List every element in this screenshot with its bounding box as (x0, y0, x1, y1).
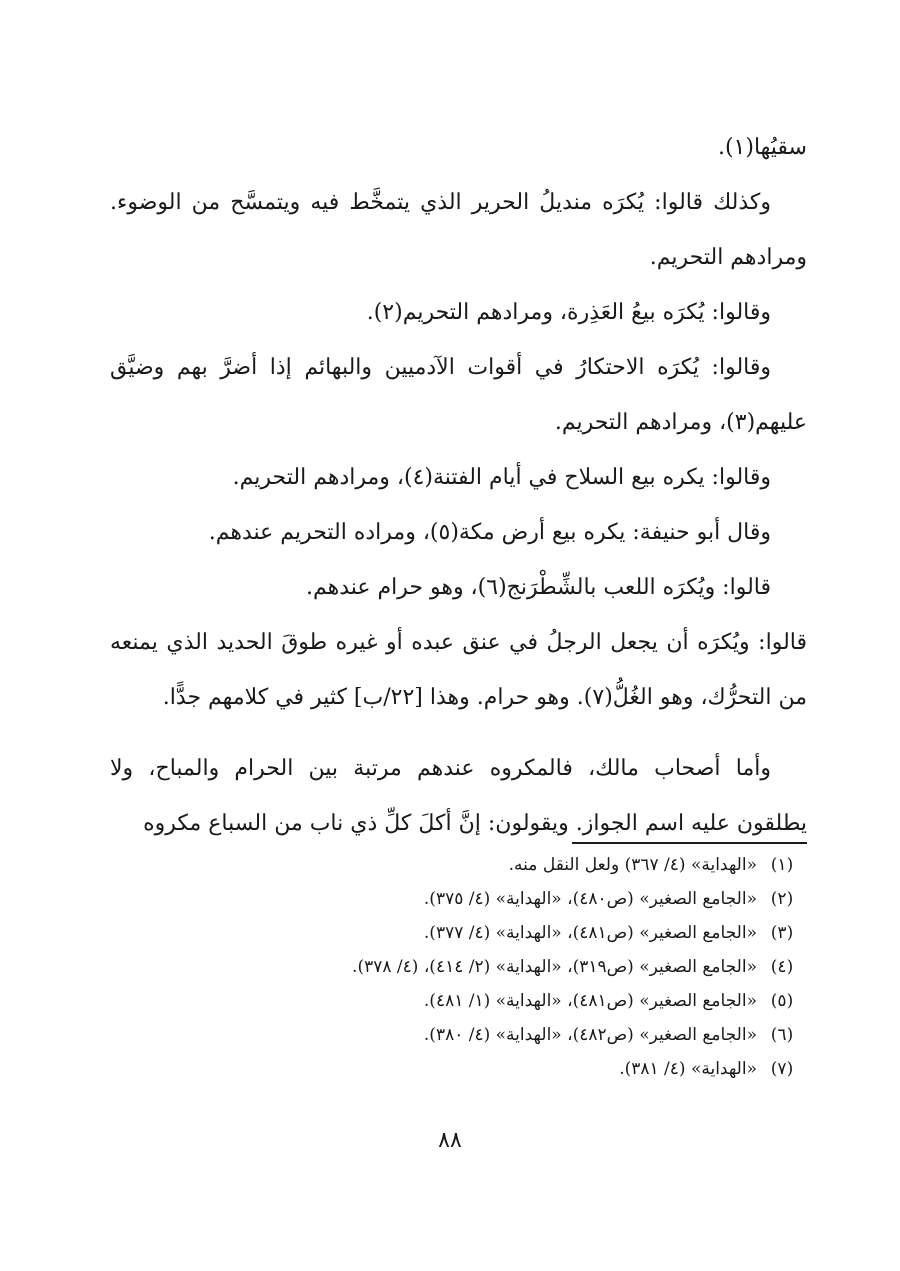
paragraph-abu-hanifa: وقال أبو حنيفة: يكره بيع أرض مكة(٥)، ومراده التحريم عندهم. (208, 520, 771, 545)
footnote (110, 1018, 807, 1052)
footnote (110, 848, 807, 882)
paragraph-iron-collar: قالوا: ويُكرَه أن يجعل الرجلُ في عنق عبده أو غيره طوقَ الحديد الذي يمنعه من التحرُّك، وهو الغُلُّ(٧). وهو حرام. وهذا [٢٢/ب] كثير في كلامهم جدًّا. (110, 630, 807, 710)
paragraph-hoarding: وقالوا: يُكرَه الاحتكارُ في أقوات الآدميين والبهائم إذا أضرَّ بهم وضيَّق عليهم(٣)، ومرادهم التحريم. (110, 355, 807, 435)
footnote-text: «الجامع الصغير» (ص٤٨٢)، «الهداية» (٤/ ٣٨٠). (423, 1025, 757, 1045)
footnotes (110, 848, 807, 1086)
paragraph-malikis: وأما أصحاب مالك، فالمكروه عندهم مرتبة بين الحرام والمباح، ولا يطلقون عليه اسم الجواز. ويقولون: إنَّ أكلَ كلِّ ذي ناب من السباع مكروه (110, 756, 807, 836)
footnote (110, 950, 807, 984)
footnote-number: (٦) (770, 1025, 794, 1045)
footnote-text: «الهداية» (٤/ ٣٦٧) ولعل النقل منه. (508, 855, 757, 875)
footnote-number: (٤) (770, 957, 794, 977)
footnote (110, 1052, 807, 1086)
footnote (110, 984, 807, 1018)
footnote-number: (٥) (770, 991, 794, 1011)
footnote (110, 882, 807, 916)
footnote-number: (٧) (770, 1059, 794, 1079)
footnote-number: (٢) (770, 889, 794, 909)
footnote-number: (١) (770, 855, 794, 875)
paragraph-continuation: سقيُها(١). (717, 135, 807, 160)
paragraph-chess: قالوا: ويُكرَه اللعب بالشِّطْرَنج(٦)، وهو حرام عندهم. (305, 575, 771, 600)
footnote-text: «الجامع الصغير» (ص٣١٩)، «الهداية» (٢/ ٤١٤)، (٤/ ٣٧٨). (352, 957, 757, 977)
paragraph-selling-weapons: وقالوا: يكره بيع السلاح في أيام الفتنة(٤)، ومرادهم التحريم. (232, 465, 771, 490)
footnote-text: «الجامع الصغير» (ص٤٨١)، «الهداية» (١/ ٤٨١). (423, 991, 757, 1011)
footnote (110, 916, 807, 950)
page-number: ٨٨ (438, 1128, 462, 1153)
footnote-separator (572, 842, 807, 844)
footnote-text: «الهداية» (٤/ ٣٨١). (619, 1059, 757, 1079)
footnote-text: «الجامع الصغير» (ص٤٨١)، «الهداية» (٤/ ٣٧٧). (423, 923, 757, 943)
main-text (110, 120, 807, 851)
paragraph-selling-excrement: وقالوا: يُكرَه بيعُ العَذِرة، ومرادهم التحريم(٢). (366, 300, 771, 325)
paragraph-silk-handkerchief: وكذلك قالوا: يُكرَه منديلُ الحرير الذي يتمخَّط فيه ويتمسَّح من الوضوء. ومرادهم التحريم. (110, 190, 807, 270)
footnote-text: «الجامع الصغير» (ص٤٨٠)، «الهداية» (٤/ ٣٧٥). (423, 889, 757, 909)
footnote-number: (٣) (770, 923, 794, 943)
